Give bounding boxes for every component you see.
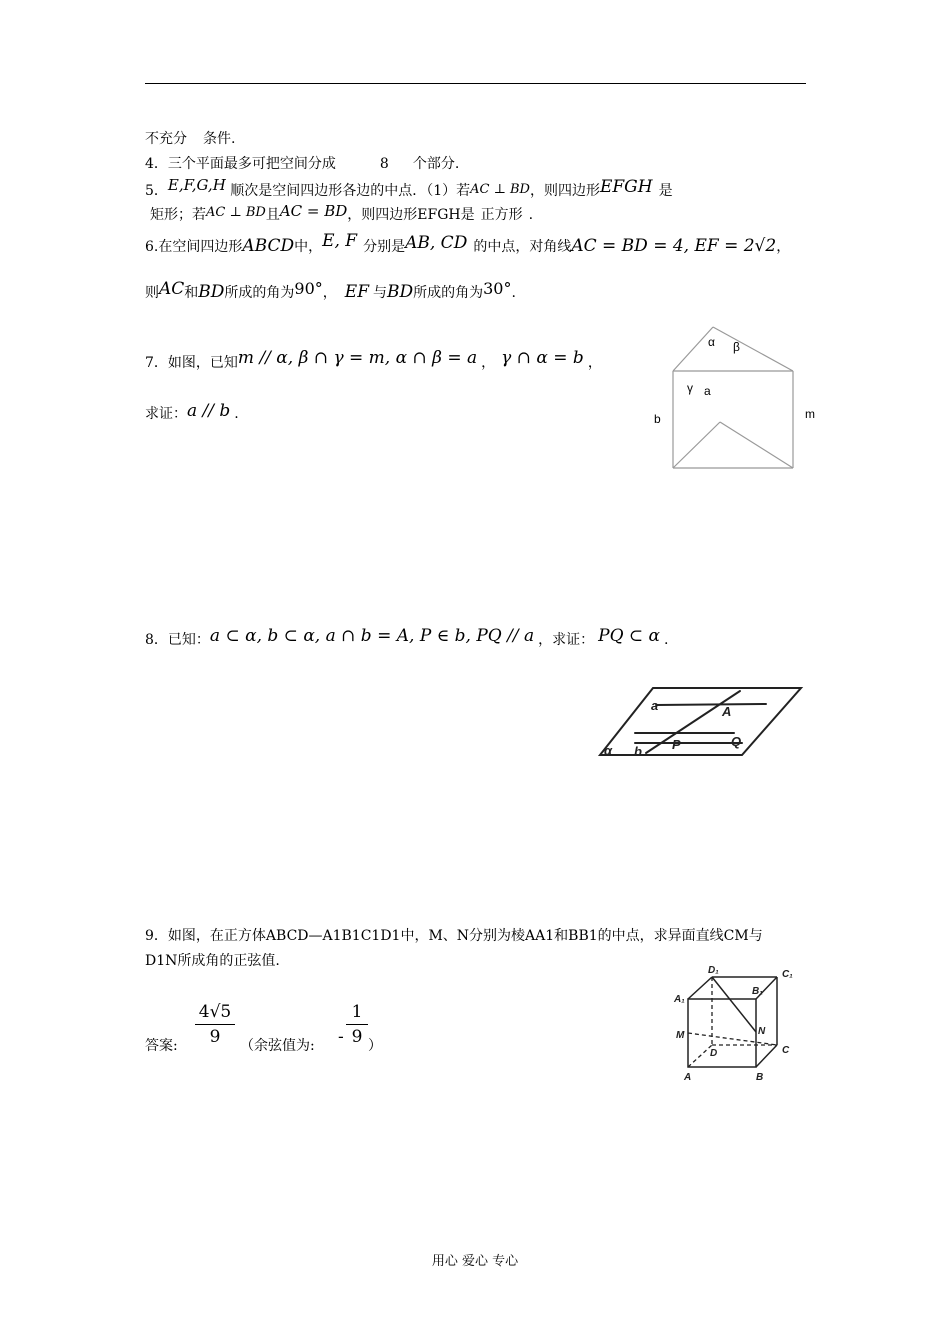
question-6-line1: 6.在空间四边形ABCD中，E, F 分别是AB, CD 的中点，对角线AC = BD = 4, EF = 2√2， [145, 231, 791, 256]
triangular-prism-figure [640, 320, 820, 480]
label-alpha: α [604, 743, 613, 758]
label-P: P [672, 737, 681, 752]
label-m: m [805, 407, 815, 421]
label-alpha: α [708, 335, 715, 349]
label-beta: β [733, 340, 740, 354]
cosine-numerator: 1 [351, 1002, 363, 1022]
edge-h [720, 422, 793, 468]
answer-label: 答案: [145, 1038, 178, 1054]
answer-text: 矩形 [150, 207, 178, 223]
edge-g [673, 422, 720, 468]
header-rule [145, 83, 806, 84]
label-B1: B₁ [752, 986, 763, 997]
cosine-label: （余弦值为: [240, 1038, 315, 1054]
question-6-line2: 则AC和BD所成的角为90°， EF 与BD所成的角为30°. [145, 279, 516, 302]
cosine-close: ） [368, 1038, 382, 1054]
label-A: A [684, 1072, 692, 1083]
label-A: A [722, 704, 732, 719]
edge-a [673, 327, 713, 371]
answer-fraction [195, 1002, 235, 1047]
label-D1: D₁ [708, 965, 719, 976]
question-8: 8．已知：a ⊂ α, b ⊂ α, a ∩ b = A, P ∈ b, PQ // a ，求证： PQ ⊂ α . [145, 626, 669, 648]
label-b: b [634, 744, 642, 759]
label-N: N [758, 1026, 766, 1037]
question-7-line2: 求证：a // b . [145, 401, 239, 422]
answer-denominator: 9 [209, 1027, 221, 1047]
answer-text: 30° [483, 279, 512, 298]
question-9-line2: D1N所成角的正弦值. [145, 953, 280, 969]
cube-figure [670, 962, 805, 1090]
cosine-fraction [346, 1002, 368, 1047]
fill-blank-line: 不充分 条件. [145, 131, 236, 147]
label-gamma: γ [687, 381, 693, 395]
edge-AD-hidden [688, 1045, 712, 1067]
cosine-sign: - [338, 1027, 344, 1047]
label-a: a [704, 384, 711, 398]
cosine-denominator: 9 [351, 1027, 363, 1047]
line-a [656, 704, 766, 705]
answer-text: 正方形 [480, 207, 523, 223]
label-D: D [710, 1048, 718, 1059]
label-C1: C₁ [782, 969, 793, 980]
question-9-line1: 9．如图，在正方体ABCD—A1B1C1D1中，M、N分别为棱AA1和BB1的中点，求异面直线CM与 [145, 928, 763, 944]
label-Q: Q [731, 734, 742, 749]
page-footer: 用心 爱心 专心 [431, 1254, 519, 1269]
answer-text: 90° [294, 279, 323, 298]
plane-figure [594, 683, 806, 763]
label-A1: A₁ [674, 994, 685, 1005]
segment-D1N [712, 977, 756, 1032]
answer-text: 不充分 [145, 131, 187, 147]
question-5-line1: 5．E,F,G,H 顺次是空间四边形各边的中点．（1）若AC ⊥ BD，则四边形EFGH 是 [145, 176, 673, 199]
edge-BC [756, 1045, 777, 1067]
label-C: C [782, 1045, 790, 1056]
question-5-line2: 矩形；若AC ⊥ BD且AC = BD，则四边形EFGH是 正方形 . [150, 202, 534, 223]
edge-b [713, 327, 793, 371]
plane-alpha [600, 688, 801, 755]
answer-numerator: 4√5 [198, 1002, 232, 1022]
question-7-line1: 7．如图，已知m // α, β ∩ γ = m, α ∩ β = a ， γ ∩ α = b ， [145, 348, 602, 371]
question-4: 4．三个平面最多可把空间分成 8 个部分. [145, 156, 460, 172]
label-B: B [756, 1072, 764, 1083]
answer-text: 8 [379, 156, 389, 172]
label-b: b [654, 412, 661, 426]
label-M: M [676, 1030, 685, 1041]
edge-A1D1 [688, 977, 712, 999]
label-a: a [651, 698, 659, 713]
